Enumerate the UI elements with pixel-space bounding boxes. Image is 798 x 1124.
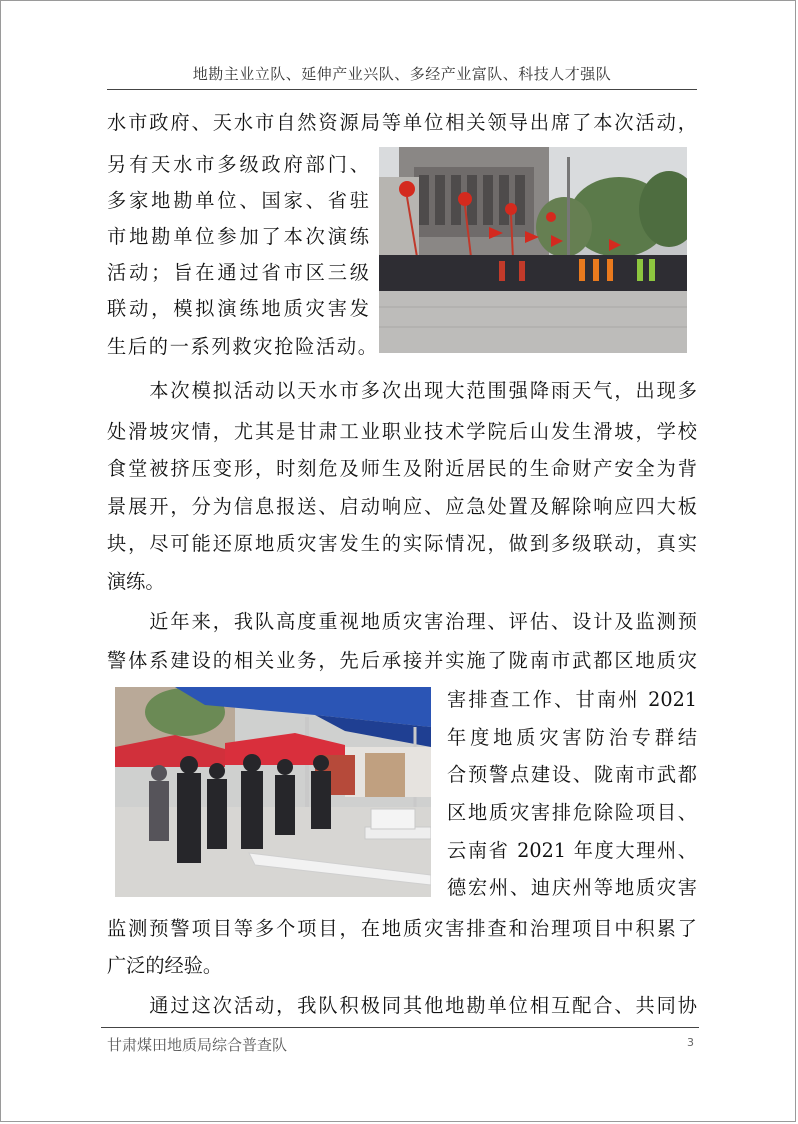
paragraph-line: 活动；旨在通过省市区三级 <box>107 261 369 284</box>
paragraph-line: 云南省 2021 年度大理州、 <box>447 839 697 862</box>
paragraph-line: 演练。 <box>107 570 165 593</box>
paragraph-line: 合预警点建设、陇南市武都 <box>447 763 697 786</box>
paragraph-line: 联动，模拟演练地质灾害发 <box>107 297 369 320</box>
paragraph-line: 多家地勘单位、国家、省驻 <box>107 189 369 212</box>
drill-assembly-photo <box>379 147 687 353</box>
footer-organization: 甘肃煤田地质局综合普查队 <box>107 1036 288 1054</box>
paragraph-line: 德宏州、迪庆州等地质灾害 <box>447 876 697 899</box>
drill-assembly-illustration <box>379 147 687 353</box>
drone-exhibition-photo <box>115 687 431 897</box>
running-header: 地勘主业立队、延伸产业兴队、多经产业富队、科技人才强队 <box>192 65 612 83</box>
paragraph-line: 害排查工作、甘南州 2021 <box>447 688 697 711</box>
paragraph-line: 广泛的经验。 <box>107 954 223 977</box>
paragraph-line: 水市政府、天水市自然资源局等单位相关领导出席了本次活动， <box>107 111 697 134</box>
paragraph-line: 监测预警项目等多个项目，在地质灾害排查和治理项目中积累了 <box>107 917 697 940</box>
paragraph-line: 景展开，分为信息报送、启动响应、应急处置及解除响应四大板 <box>107 495 697 518</box>
paragraph-line: 通过这次活动，我队积极同其他地勘单位相互配合、共同协 <box>107 994 697 1017</box>
paragraph-line: 年度地质灾害防治专群结 <box>447 726 697 749</box>
paragraph-line: 市地勘单位参加了本次演练 <box>107 225 369 248</box>
paragraph-line: 近年来，我队高度重视地质灾害治理、评估、设计及监测预 <box>107 610 697 633</box>
paragraph-line: 处滑坡灾情，尤其是甘肃工业职业技术学院后山发生滑坡，学校 <box>107 420 697 443</box>
drone-exhibition-illustration <box>115 687 431 897</box>
paragraph-line: 块，尽可能还原地质灾害发生的实际情况，做到多级联动，真实 <box>107 532 697 555</box>
paragraph-line: 食堂被挤压变形，时刻危及师生及附近居民的生命财产安全为背 <box>107 457 697 480</box>
paragraph-line: 本次模拟活动以天水市多次出现大范围强降雨天气，出现多 <box>107 379 697 402</box>
footer-divider <box>101 1027 699 1028</box>
page-number: 3 <box>687 1036 694 1049</box>
paragraph-line: 生后的一系列救灾抢险活动。 <box>107 335 377 358</box>
paragraph-line: 区地质灾害排危除险项目、 <box>447 801 697 824</box>
paragraph-line: 警体系建设的相关业务，先后承接并实施了陇南市武都区地质灾 <box>107 649 697 672</box>
paragraph-line: 另有天水市多级政府部门、 <box>107 153 369 176</box>
header-divider <box>107 89 697 90</box>
